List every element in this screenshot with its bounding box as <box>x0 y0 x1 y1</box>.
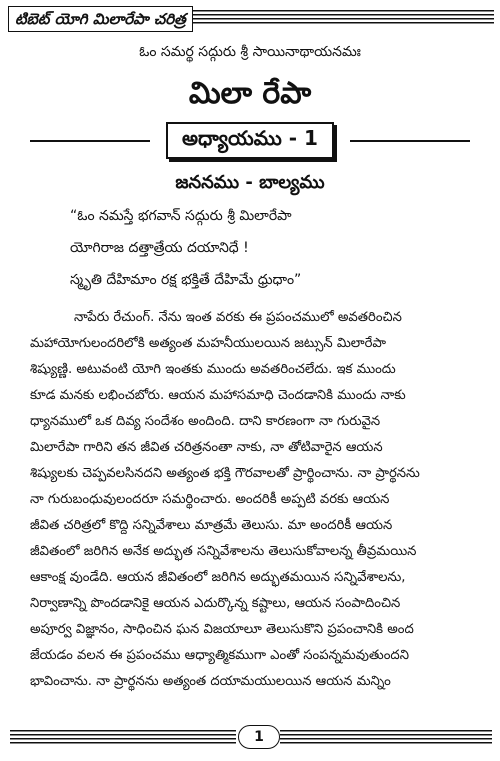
body-line: శిష్యుణ్ణి. అటువంటి యోగి ఇంతకు ముందు అవతరించలేదు. ఇక ముందు <box>30 362 396 377</box>
body-line: కూడ మనకు లభించబోరు. ఆయన మహాసమాధి చెందడానికి ముందు నాకు <box>30 388 406 403</box>
book-title: మిలా రేపా <box>188 76 312 111</box>
body-line: ఆకాంక్ష వుండేది. ఆయన జీవితంలో జరిగిన అద్భుతమయిన సన్నివేశాలను, <box>30 570 406 585</box>
page-number: 1 <box>238 725 280 749</box>
body-line: మిలారేపా గారిని తన జీవిత చరిత్రనంతా నాకు, నా తోటివారైన ఆయన <box>30 440 383 455</box>
body-line: నాపేరు రేచుంగ్. నేను ఇంత వరకు ఈ ప్రపంచములో అవతరించిన <box>74 310 402 325</box>
body-line: శిష్యులకు చెప్పవలసినదని అత్యంత భక్తి గౌరవాలతో ప్రార్థించాను. నా ప్రార్థనను <box>30 466 420 481</box>
footer-rule-right <box>280 730 492 744</box>
body-line: మహాయోగులందరిలోకి అత్యంత మహనీయులయిన జట్సున్ మిలారేపా <box>30 336 387 351</box>
body-paragraph <box>30 310 475 710</box>
body-line: అపూర్వ విజ్ఞానం, సాధించిన ఘన విజయాలూ తెలుసుకొని ప్రపంచానికి అంద <box>30 622 414 637</box>
running-header <box>8 6 494 32</box>
body-line: జీవిత చరిత్రలో కొద్ది సన్నివేశాలు మాత్రమే తెలుసు. మా అందరికీ ఆయన <box>30 518 393 533</box>
footer-rule-left <box>10 730 236 744</box>
running-header-title: టిబెట్ యోగి మిలారేపా చరిత్ర <box>8 6 193 32</box>
verse-line: స్మృతి దేహిమాం రక్ష భక్తితే దేహిమే ధ్రుధాం” <box>70 272 302 288</box>
verse-line: “ఓం నమస్తే భగవాన్ సద్గురు శ్రీ మిలారేపా <box>70 208 292 224</box>
chapter-heading: అధ్యాయము - 1 <box>166 122 334 159</box>
body-line: జీవితంలో జరిగిన అనేక అద్భుత సన్నివేశాలను తెలుసుకోవాలన్న తీవ్రమయిన <box>30 544 417 559</box>
body-line: ధ్యానములో ఒక దివ్య సందేశం అందింది. దాని కారణంగా నా గురువైన <box>30 414 381 429</box>
invocation-line: ఓం సమర్థ సద్గురు శ్రీ సాయినాథాయనమః <box>139 44 361 60</box>
chapter-heading-wrap <box>0 122 500 159</box>
body-line: జేయడం వలన ఈ ప్రపంచము ఆధ్యాత్మికముగా ఎంతో సంపన్నమవుతుందని <box>30 648 409 663</box>
body-line: నా గురుబంధువులందరూ సమర్థించారు. అందరికీ అప్పటి వరకు ఆయన <box>30 492 390 507</box>
header-rule <box>186 10 494 26</box>
section-title: జననము - బాల్యము <box>175 172 325 193</box>
verse-line: యోగిరాజ దత్తాత్రేయ దయానిధే ! <box>70 240 249 256</box>
body-line: భావించాను. నా ప్రార్థనను అత్యంత దయామయులయిన ఆయన మన్నిం <box>30 674 391 689</box>
body-line: నిర్వాణాన్ని పొందడానికై ఆయన ఎదుర్కొన్న కష్టాలు, ఆయన సంపాదించిన <box>30 596 401 611</box>
